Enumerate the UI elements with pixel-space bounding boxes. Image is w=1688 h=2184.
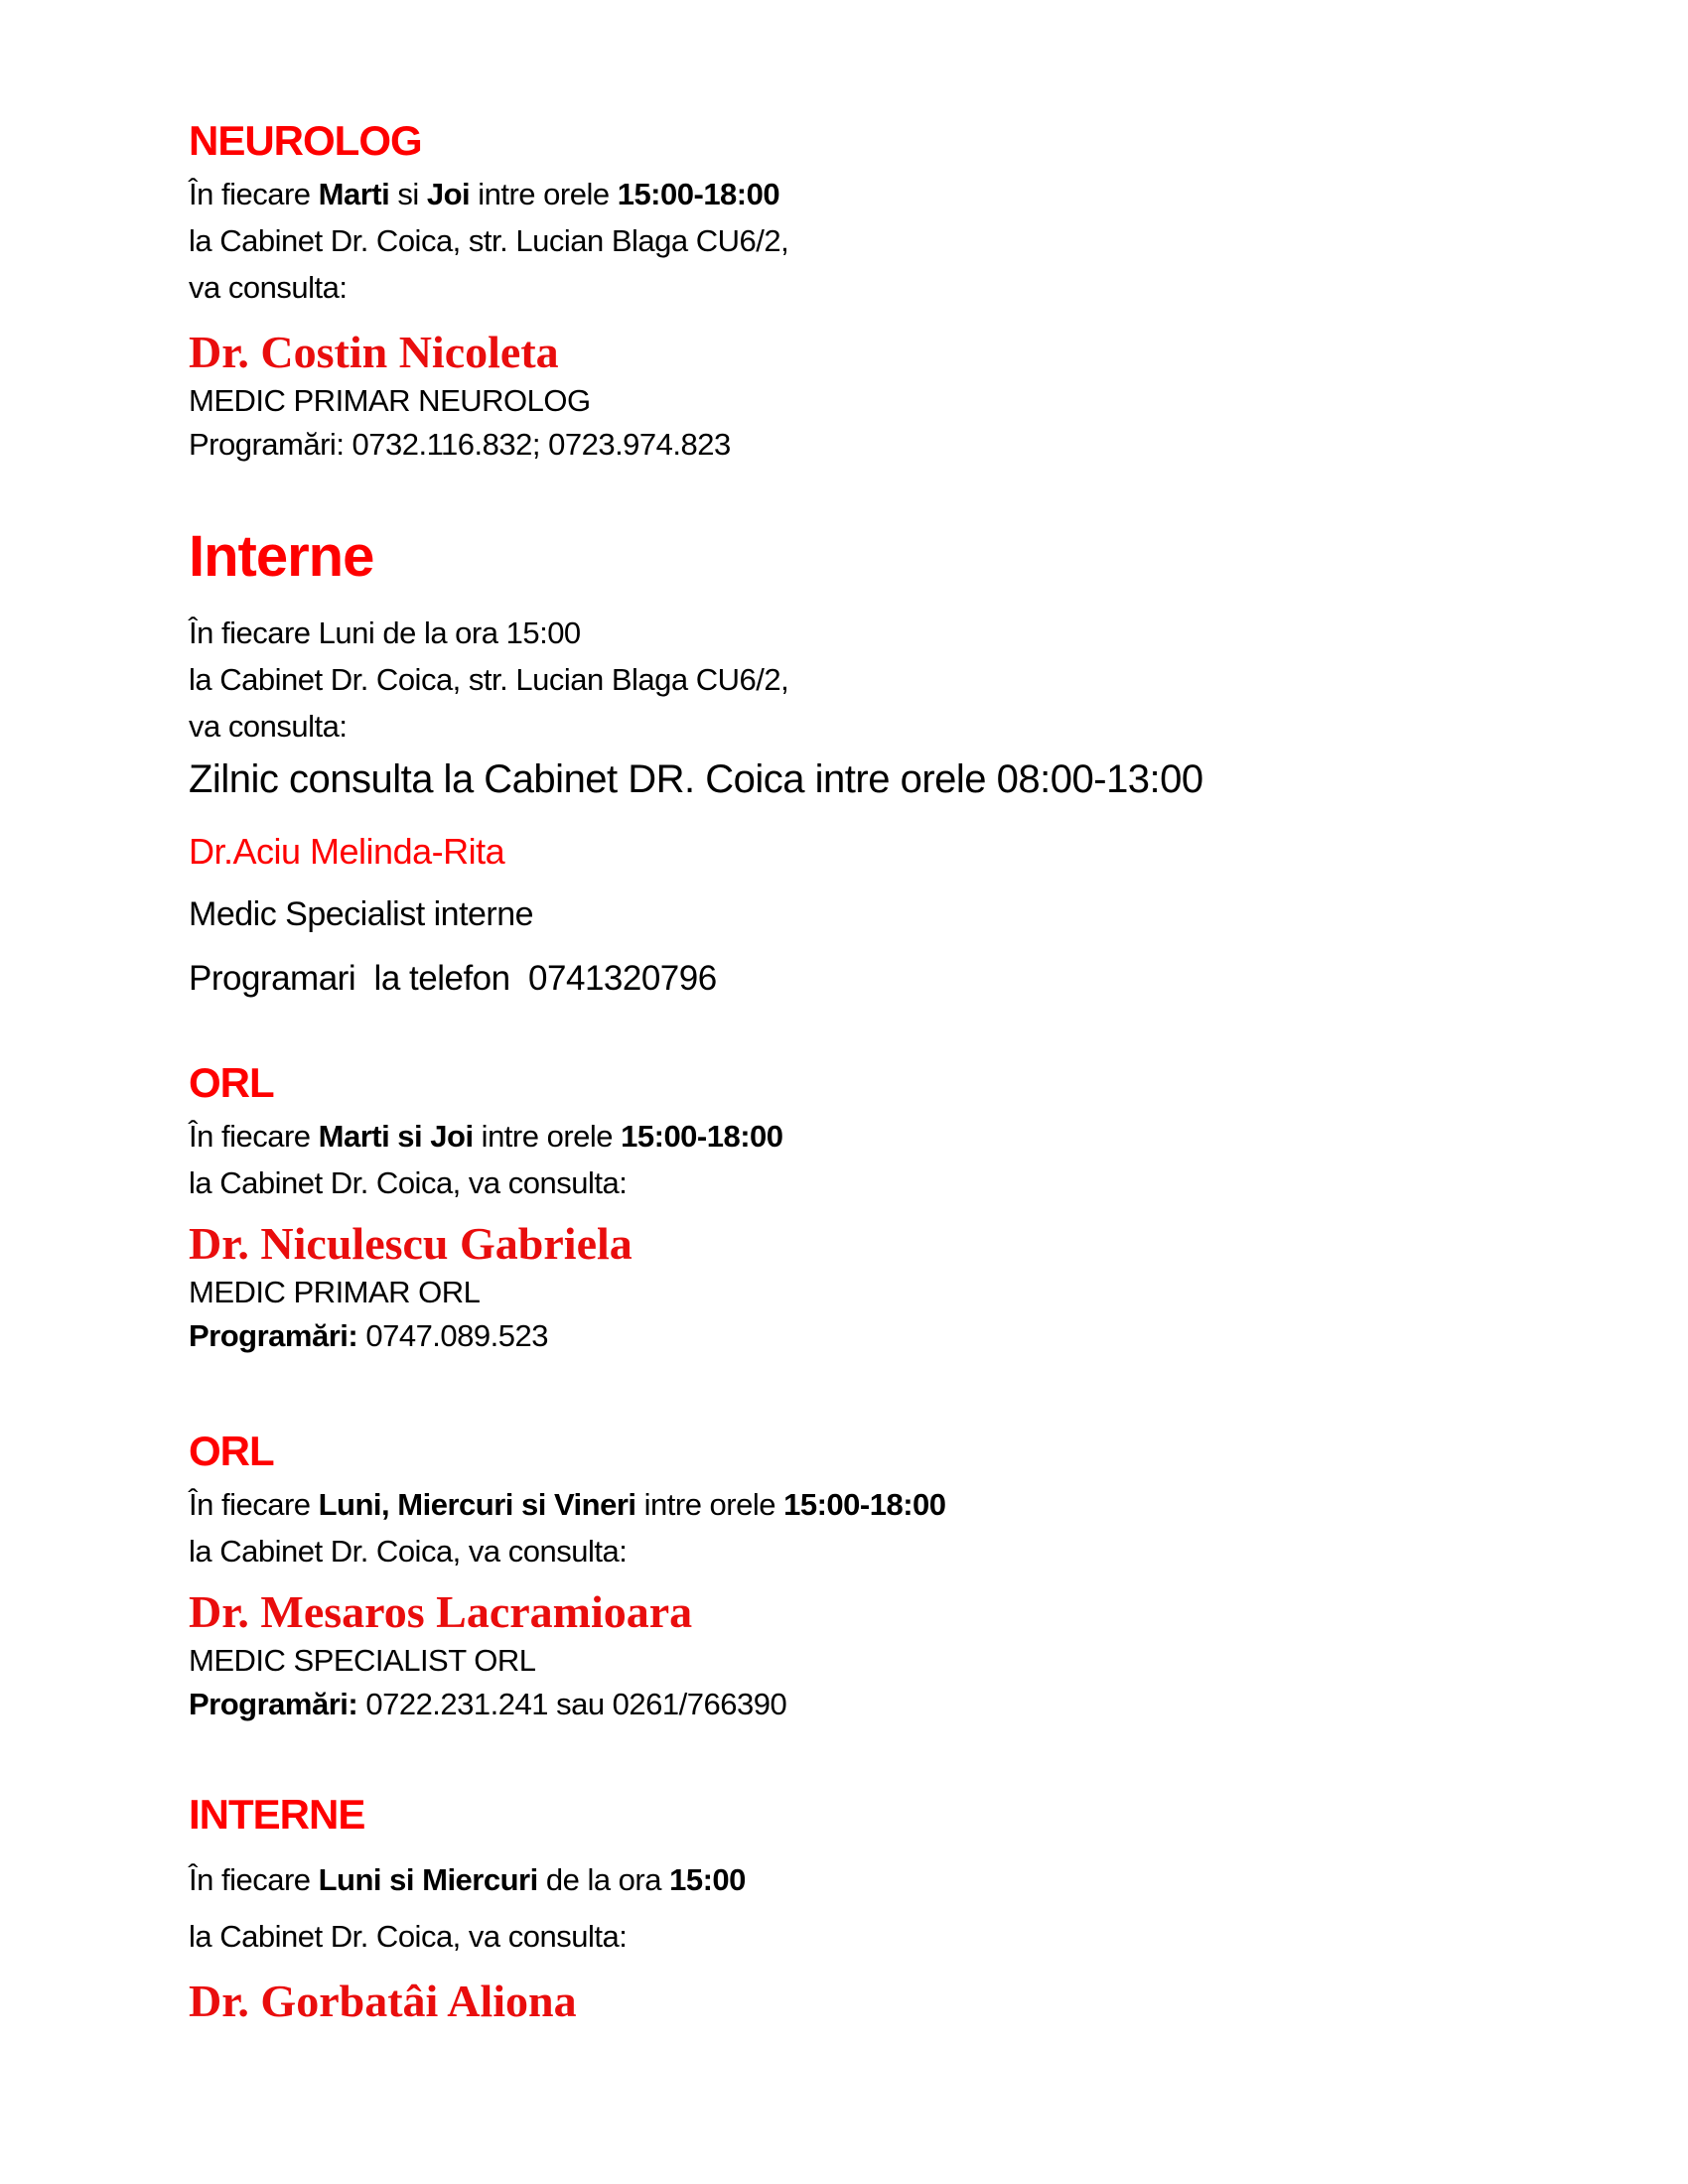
doctor-name: Dr. Mesaros Lacramioara xyxy=(189,1586,693,1637)
text-run: Marti si Joi xyxy=(318,1119,474,1154)
schedule-line xyxy=(189,1913,1569,1960)
schedule-line xyxy=(189,610,1569,656)
schedule-line xyxy=(189,264,1569,311)
schedule-line xyxy=(189,703,1569,750)
text-run: la Cabinet Dr. Coica, str. Lucian Blaga CU6/2, xyxy=(189,223,789,258)
schedule-block xyxy=(189,171,1569,311)
doctor-title: Medic Specialist interne xyxy=(189,895,534,933)
section-interne-2 xyxy=(189,1791,1569,2028)
text-run: 15:00 xyxy=(669,1862,746,1897)
text-run: intre orele xyxy=(473,1119,622,1154)
text-run: În fiecare xyxy=(189,1487,319,1522)
schedule-block xyxy=(189,1481,1569,1574)
text-run: În fiecare xyxy=(189,1119,319,1154)
phone-line xyxy=(189,1683,1569,1726)
daily-consult-note: Zilnic consulta la Cabinet DR. Coica intre orele 08:00-13:00 xyxy=(189,757,1203,801)
section-orl-1 xyxy=(189,1059,1569,1358)
schedule-line xyxy=(189,217,1569,264)
schedule-block xyxy=(189,1113,1569,1206)
doctor-name: Dr. Niculescu Gabriela xyxy=(189,1218,633,1269)
text-run: si xyxy=(389,177,427,211)
doctor-name: Dr. Gorbatâi Aliona xyxy=(189,1976,577,2026)
text-run: intre orele xyxy=(470,177,618,211)
text-run: de la ora xyxy=(537,1862,670,1897)
phone-line xyxy=(189,423,1569,467)
schedule-block xyxy=(189,610,1569,750)
text-run: la Cabinet Dr. Coica, va consulta: xyxy=(189,1534,628,1569)
section-heading: NEUROLOG xyxy=(189,117,422,164)
section-heading: ORL xyxy=(189,1059,274,1106)
phone-line xyxy=(189,956,1569,1002)
doctor-title: MEDIC PRIMAR NEUROLOG xyxy=(189,383,591,418)
section-neurolog xyxy=(189,117,1569,467)
doctor-title: MEDIC SPECIALIST ORL xyxy=(189,1643,536,1678)
text-run: la Cabinet Dr. Coica, va consulta: xyxy=(189,1919,628,1954)
text-run: Marti xyxy=(318,177,390,211)
section-heading: INTERNE xyxy=(189,1791,365,1838)
text-run: În fiecare xyxy=(189,177,319,211)
text-run: Programări: 0732.116.832; 0723.974.823 xyxy=(189,427,731,462)
text-run: 0722.231.241 sau 0261/766390 xyxy=(357,1687,787,1721)
text-run: Programări: xyxy=(189,1687,358,1721)
text-run: 15:00-18:00 xyxy=(617,177,780,211)
schedule-line xyxy=(189,1528,1569,1574)
doctor-name: Dr.Aciu Melinda-Rita xyxy=(189,831,505,872)
schedule-line xyxy=(189,1856,1569,1903)
text-run: intre orele xyxy=(635,1487,784,1522)
schedule-line xyxy=(189,1160,1569,1206)
schedule-line xyxy=(189,1481,1569,1528)
text-run: Joi xyxy=(426,177,471,211)
text-run: la Cabinet Dr. Coica, str. Lucian Blaga CU6/2, xyxy=(189,662,789,697)
text-run: va consulta: xyxy=(189,709,348,744)
text-run: În fiecare xyxy=(189,1862,319,1897)
text-run: Luni si Miercuri xyxy=(318,1862,538,1897)
text-run: Programări: xyxy=(189,1318,358,1353)
section-orl-2 xyxy=(189,1428,1569,1726)
doctor-name: Dr. Costin Nicoleta xyxy=(189,327,559,377)
section-heading: ORL xyxy=(189,1428,274,1474)
text-run: În fiecare Luni de la ora 15:00 xyxy=(189,615,581,650)
text-run: la Cabinet Dr. Coica, va consulta: xyxy=(189,1165,628,1200)
text-run: Luni, Miercuri si Vineri xyxy=(318,1487,636,1522)
schedule-line xyxy=(189,171,1569,217)
schedule-line xyxy=(189,656,1569,703)
phone-line xyxy=(189,1314,1569,1358)
text-run: 15:00-18:00 xyxy=(783,1487,946,1522)
section-heading: Interne xyxy=(189,524,374,589)
doctor-title: MEDIC PRIMAR ORL xyxy=(189,1275,481,1309)
text-run: Programari la telefon 0741320796 xyxy=(189,959,717,998)
text-run: 15:00-18:00 xyxy=(621,1119,783,1154)
schedule-line xyxy=(189,1113,1569,1160)
text-run: 0747.089.523 xyxy=(357,1318,548,1353)
text-run: va consulta: xyxy=(189,270,348,305)
section-interne xyxy=(189,524,1569,1002)
